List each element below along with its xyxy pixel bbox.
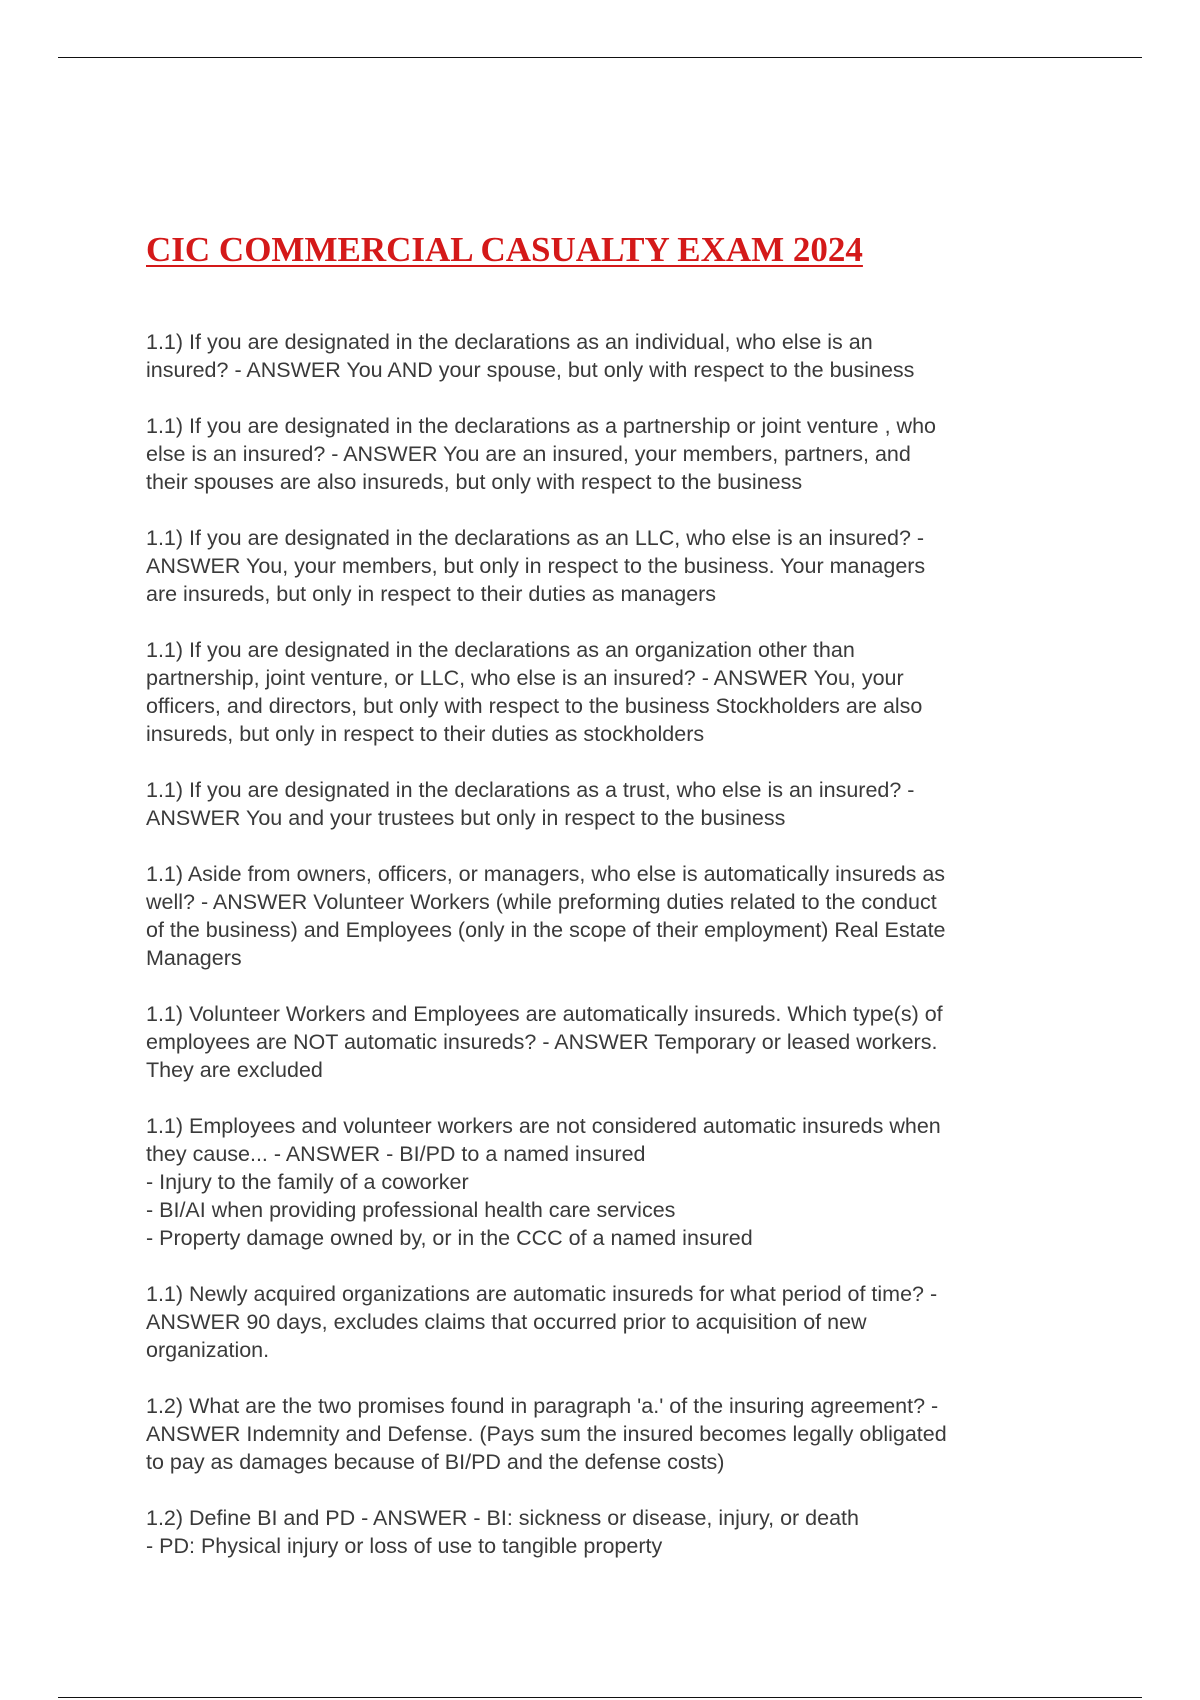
qa-item-8: 1.1) Employees and volunteer workers are not considered automatic insureds when they cause... - ANSWER - BI/PD to a named insured - Injury to the family of a coworker - BI/AI when providing professional health care services - Property damage owned by, or in the CCC of a named insured: [146, 1114, 941, 1250]
qa-item-9: 1.1) Newly acquired organizations are automatic insureds for what period of time? - ANSWER 90 days, excludes claims that occurred prior to acquisition of new organization.: [146, 1282, 938, 1362]
qa-item-11: 1.2) Define BI and PD - ANSWER - BI: sickness or disease, injury, or death - PD: Physical injury or loss of use to tangible property: [146, 1506, 859, 1558]
qa-item-5: 1.1) If you are designated in the declarations as a trust, who else is an insured? - ANSWER You and your trustees but only in respect to the business: [146, 778, 915, 830]
qa-item-4: 1.1) If you are designated in the declarations as an organization other than partnership, joint venture, or LLC, who else is an insured? - ANSWER You, your officers, and directors, but only with respect to the business Stockholders are also insureds, but only in respect to their duties as stockholders: [146, 638, 923, 746]
bottom-rule: [58, 1697, 1142, 1698]
qa-item-3: 1.1) If you are designated in the declarations as an LLC, who else is an insured? - ANSWER You, your members, but only in respect to the business. Your managers are insureds, but only in respect to their duties as managers: [146, 526, 926, 606]
document-title: CIC COMMERCIAL CASUALTY EXAM 2024: [146, 230, 863, 269]
qa-item-1: 1.1) If you are designated in the declarations as an individual, who else is an insured? - ANSWER You AND your spouse, but only with respect to the business: [146, 330, 915, 382]
qa-item-7: 1.1) Volunteer Workers and Employees are automatically insureds. Which type(s) of employees are NOT automatic insureds? - ANSWER Temporary or leased workers. They are excluded: [146, 1002, 943, 1082]
qa-item-2: 1.1) If you are designated in the declarations as a partnership or joint venture , who else is an insured? - ANSWER You are an insured, your members, partners, and their spouses are also insureds, but only with respect to the business: [146, 414, 936, 494]
qa-item-10: 1.2) What are the two promises found in paragraph 'a.' of the insuring agreement? - ANSWER Indemnity and Defense. (Pays sum the insured becomes legally obligated to pay as damages because of BI/PD and the defense costs): [146, 1394, 947, 1474]
qa-list: [146, 328, 1066, 1588]
top-rule: [58, 57, 1142, 58]
qa-item-6: 1.1) Aside from owners, officers, or managers, who else is automatically insureds as well? - ANSWER Volunteer Workers (while preforming duties related to the conduct of the business) and Employees (only in the scope of their employment) Real Estate Managers: [146, 862, 946, 970]
